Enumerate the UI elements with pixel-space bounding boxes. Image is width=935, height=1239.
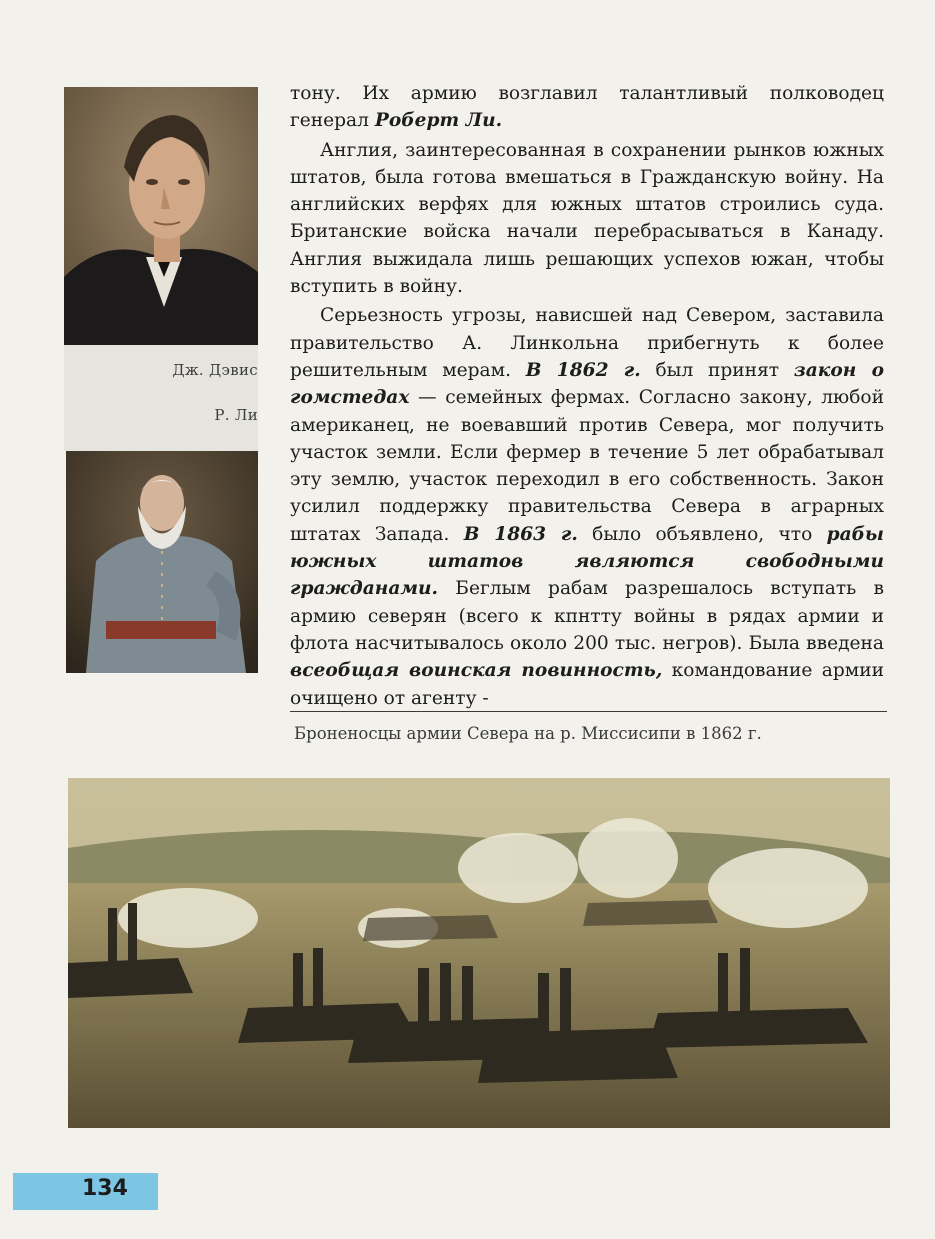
ironclads-painting	[68, 778, 890, 1128]
lee-caption: Р. Ли	[214, 406, 258, 424]
paragraph-2: Англия, заинтересованная в сохранении рынков южных штатов, была готова вмешаться в Гражданскую войну. На английских верфях для южных штатов строились суда. Британские войска начали перебрасываться в Канаду. Англия выжидала лишь решающих успехов южан, чтобы вступить в войну.	[290, 139, 884, 298]
page-number: 134	[82, 1176, 128, 1201]
body-text	[290, 80, 884, 712]
paragraph-3: Серьезность угрозы, нависшей над Севером, заставила правительство А. Линкольна прибегнуть к более решительным мерам. В 1862 г. был принят закон о гомстедах — семейных фермах. Согласно закону, любой американец, не воевавший против Севера, мог получить участок земли. Если фермер в течение 5 лет обрабатывал эту землю, участок переходил в его собственность. Закон усилил поддержку правительства Севера в аграрных штатах Запада. В 1863 г. было объявлено, что рабы южных штатов являются свободными гражданами. Беглым рабам разрешалось вступать в армию северян (всего к кпнтту войны в рядах армии и флота насчитывалось около 200 тыс. негров). Была введена всеобщая воинская повинность, командование армии очищено от агенту -	[290, 305, 884, 709]
caption-divider	[290, 711, 887, 712]
lee-portrait	[66, 451, 258, 673]
figure-caption: Броненосцы армии Севера на р. Миссисипи в 1862 г.	[294, 724, 762, 743]
davis-portrait	[64, 87, 258, 345]
robert-lee-bold: Роберт Ли.	[374, 110, 503, 132]
davis-caption: Дж. Дэвис	[172, 361, 258, 379]
paragraph-1: тону. Их армию возглавил талантливый полководец генерал Роберт Ли.	[290, 83, 884, 132]
